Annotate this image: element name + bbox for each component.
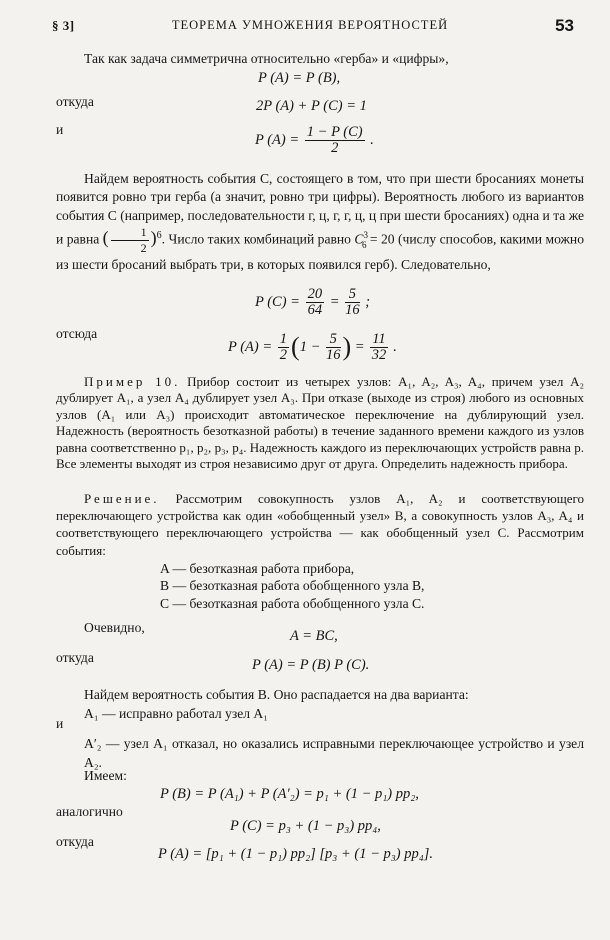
- paragraph-event-c: Найдем вероятность события C, состоящего в том, что при шести бросаниях монеты появится ровно три герба (а значит, ровно три цифры). Вероятность любого из вариантов события C (например, последовательности г, ц, г, г, ц, ц при шести бросаниях) одна и та же и равна ( $\frac{1}{2}$ )$^6$. Число таких комбинаций равно $C^3_6 = 20$ (числу способов, какими можно из шести бросаний выбрать три, в которых появился герб). Следовательно,: [56, 171, 584, 273]
- equation-6: A = BC,: [290, 628, 338, 644]
- event-list: [160, 560, 424, 612]
- section-marker: § 3]: [52, 18, 75, 33]
- word-analogichno: аналогично: [56, 804, 123, 819]
- equation-5: P (A) = $\frac{1}{2}$ (1 − $\frac{5}{16}$ ) = $\frac{11}{32}$ .: [228, 331, 397, 364]
- equation-10: P (A) = [p₁ + (1 − p₁) pp₂] [p₃ + (1 − p₃) pp₄].: [158, 846, 434, 862]
- event-item: A — безотказная работа прибора,: [160, 561, 355, 576]
- equation-4: P (C) = $\frac{20}{64}$ = $\frac{5}{16}$ ;: [255, 286, 371, 318]
- equation-2: 2P (A) + P (C) = 1: [256, 98, 367, 114]
- event-item: C — безотказная работа обобщенного узла C.: [160, 595, 425, 611]
- page-number: 53: [555, 16, 574, 35]
- example-paragraph: Пример 10. Прибор состоит из четырех узлов: A₁, A₂, A₃, A₄, причем узел A₂ дублирует A₁, а узел A₄ дублирует узел A₃. При отказе (выходе из строя) любого из основных узлов (A₁ или A₃) происходит автоматическое переключение на дублирующий узел. Надежность (вероятность безотказной работы) в течение заданного времени каждого из узлов равна соответственно p₁, p₂, p₃, p₄. Надежность каждого из переключающих устройств равна p. Все элементы выходят из строя независимо друг от друга. Определить надежность прибора.: [56, 374, 584, 472]
- variant-2: A′₂ — узел A₁ отказал, но оказались исправными переключающее устройство и узел A₂.: [84, 736, 584, 770]
- solution-paragraph: Решение. Рассмотрим совокупность узлов A₁, A₂ и соответствующего переключающего устройства как один «обобщенный узел» B, а совокупность узлов A₃, A₄ и соответствующего переключающего устройства — как обобщенный узел C. Рассмотрим события:: [56, 491, 584, 558]
- word-otsyuda: отсюда: [56, 326, 98, 341]
- variant-1: A₁ — исправно работал узел A₁: [84, 706, 268, 721]
- equation-9: P (C) = p₃ + (1 − p₃) pp₄,: [230, 818, 381, 834]
- event-item: B — безотказная работа обобщенного узла B,: [160, 578, 425, 594]
- running-title: ТЕОРЕМА УМНОЖЕНИЯ ВЕРОЯТНОСТЕЙ: [171, 18, 449, 32]
- word-ochevidno: Очевидно,: [84, 620, 145, 635]
- equation-3: P (A) = $\frac{1 - P (C)}{2}$ .: [255, 124, 374, 156]
- intro-paragraph: Так как задача симметрична относительно «герба» и «цифры»,: [84, 51, 449, 66]
- equation-7: P (A) = P (B) P (C).: [252, 657, 370, 673]
- word-i-2: и: [56, 716, 64, 731]
- word-imeem: Имеем:: [84, 768, 127, 783]
- word-otkuda-2: откуда: [56, 650, 94, 665]
- word-i: и: [56, 122, 64, 137]
- word-otkuda: откуда: [56, 94, 94, 109]
- equation-8: P (B) = P (A₁) + P (A′₂) = p₁ + (1 − p₁) pp₂,: [160, 786, 419, 802]
- paragraph-event-b: Найдем вероятность события B. Оно распадается на два варианта:: [84, 687, 469, 702]
- word-otkuda-3: откуда: [56, 834, 94, 849]
- equation-1: P (A) = P (B),: [258, 70, 341, 86]
